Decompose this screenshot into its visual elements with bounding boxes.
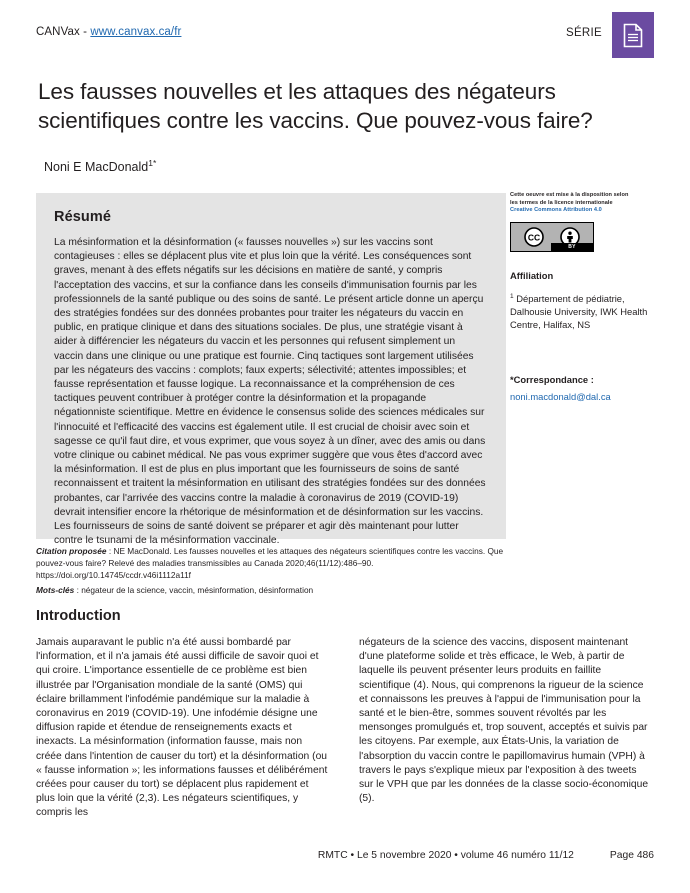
correspondence-email-link[interactable]: noni.macdonald@dal.ca (510, 390, 611, 402)
sidebar (510, 192, 656, 402)
keywords-label: Mots-clés (36, 585, 75, 595)
creative-commons-by-icon[interactable] (510, 222, 594, 252)
keywords-text: : négateur de la science, vaccin, mésinformation, désinformation (74, 585, 314, 595)
citation-doi-link[interactable]: https://doi.org/10.14745/ccdr.v46i1112a11f (36, 570, 191, 581)
brand-prefix: CANVax - (36, 26, 91, 38)
page-footer (36, 850, 654, 866)
introduction-column-left (36, 636, 329, 821)
author-line (44, 158, 156, 174)
svg-text:CC: CC (527, 232, 541, 243)
citation-label: Citation proposée (36, 546, 107, 556)
affiliation-heading: Affiliation (510, 269, 554, 281)
abstract-body: La mésinformation et la désinformation (« fausses nouvelles ») sur les vaccins sont contagieuses : elles se déplacent plus vite et plus loin que la vérité. Les conséquences sont graves, menant à des effets négatifs sur les décisions en matière de santé, y compris l'acceptation des vaccins, et sur la confiance dans les conseils d'immunisation fournis par les professionnels de la santé publique ou des soins de santé. Le présent article donne un aperçu des stratégies fondées sur des données probantes pour traiter les négateurs du vaccin en public, en pratique clinique et dans des situations sociales. De plus, une stratégie visant à aider à différencier les négateurs du vaccin et les personnes qui refusent simplement un vaccin dans une clinique ou une pratique est fournie. Cinq tactiques sont largement utilisées par les négateurs des vaccins : complots; faux experts; sélectivité; attentes impossibles; et fausse représentation et fausse logique. La reconnaissance et la compréhension de ces tactiques peuvent contribuer à protéger contre la désinformation et la propagande négationniste scientifique. Mettre en évidence le consensus solide des sciences médicales sur l'innocuité et l'efficacité des vaccins est également utile. Il est crucial de choisir avec soin et sagesse ce qu'il faut dire, et vous exprimer, que vous soyez à un dîner, avec des amis ou dans votre clinique ou cabinet médical. Ne pas vous exprimer suggère que vous êtes d'accord avec la mésinformation. Il est de plus en plus important que les fournisseurs de soins de santé reconnaissent et traitent la mésinformation en utilisant des stratégies fondées sur des données probantes, car l'arrivée des vaccins contre la maladie à coronavirus de 2019 (COVID-19) devrait intensifier encore la rhétorique de mésinformation et de désinformation sur les vaccins. Les fournisseurs de soins de santé doivent se préparer et agir dès maintenant pour lutter contre le tsunami de la mésinformation vaccinale. (54, 237, 486, 547)
citation-block (36, 546, 506, 582)
license-line-1: Cette oeuvre est mise à la disposition selon (510, 192, 629, 198)
abstract-heading: Résumé (54, 209, 112, 225)
license-notice (510, 192, 656, 215)
introduction-paragraph-left: Jamais auparavant le public n'a été aussi bombardé par l'information, et il n'a jamais été aussi difficile de savoir quoi et qui croire. L'importance essentielle de ce problème est bien illustrée par l'Organisation mondiale de la santé (OMS) qui éclaire brillamment l'infodémie pandémique sur la maladie à coronavirus en 2019 (COVID-19). Une infodémie désigne une diffusion rapide et étendue de renseignements exacts et inexacts. La mésinformation (information fausse, mais non créée dans l'intention de causer du tort) et la désinformation (ou « fausse information »; les informations fausses et délibérément créées pour causer du tort) se déplacent plus rapidement et plus loin que la vérité (2,3). Les négateurs scientifiques, y compris les (36, 637, 328, 819)
series-label: SÉRIE (565, 27, 602, 39)
affiliation-marker: 1 (510, 292, 514, 300)
introduction-column-right (359, 636, 652, 821)
series-badge (612, 12, 654, 58)
author-name: Noni E MacDonald (44, 160, 149, 175)
affiliation-text (510, 290, 656, 331)
footer-page-number: Page 486 (609, 850, 654, 861)
correspondence-heading: *Correspondance : (510, 373, 594, 385)
cc-circle-icon (524, 227, 544, 247)
brand-line (36, 26, 181, 38)
footer-journal-line: RMTC • Le 5 novembre 2020 • volume 46 numéro 11/12 (317, 850, 574, 861)
author-affiliation-marker: 1* (148, 158, 157, 168)
masthead (36, 22, 654, 56)
cc-by-label: BY (551, 243, 593, 251)
introduction-paragraph-right: négateurs de la science des vaccins, disposent maintenant d'une plateforme solide et très efficace, le Web, à partir de laquelle ils peuvent présenter leurs produits en faillite scientifique (4). Nous, qui comprenons la rigueur de la science et connaissons les preuves à l'appui de l'immunisation pour la santé et le bien-être, sommes souvent révoltés par les mensonges promulgués et, trop souvent, acceptés et suivis par les citoyens. Par exemple, aux États-Unis, la variation de l'absorption du vaccin contre le papillomavirus humain (VPH) à travers le pays s'explique mieux par l'exposition à des tweets sur le VPH que par les données de la classe socio-économique (5). (359, 637, 649, 805)
canvax-url-link[interactable]: www.canvax.ca/fr (90, 26, 182, 38)
document-lines-icon (623, 23, 643, 48)
license-line-2: les termes de la licence internationale (510, 199, 613, 206)
introduction-columns (36, 636, 652, 821)
affiliation-detail: Département de pédiatrie, Dalhousie University, IWK Health Centre, Halifax, NS (510, 292, 648, 330)
citation-text: : NE MacDonald. Les fausses nouvelles et les attaques des négateurs scientifiques contre les vaccins. Que pouvez-vous faire? Relevé des maladies transmissibles au Canada 2020;46(11/12):486–90. (36, 546, 504, 568)
page-title: Les fausses nouvelles et les attaques des négateurs scientifiques contre les vaccins. Que pouvez-vous faire? (38, 79, 593, 134)
abstract-box (36, 193, 506, 547)
keywords-block (36, 585, 506, 597)
introduction-heading: Introduction (36, 608, 121, 624)
license-link[interactable]: Creative Commons Attribution 4.0 (510, 207, 602, 214)
